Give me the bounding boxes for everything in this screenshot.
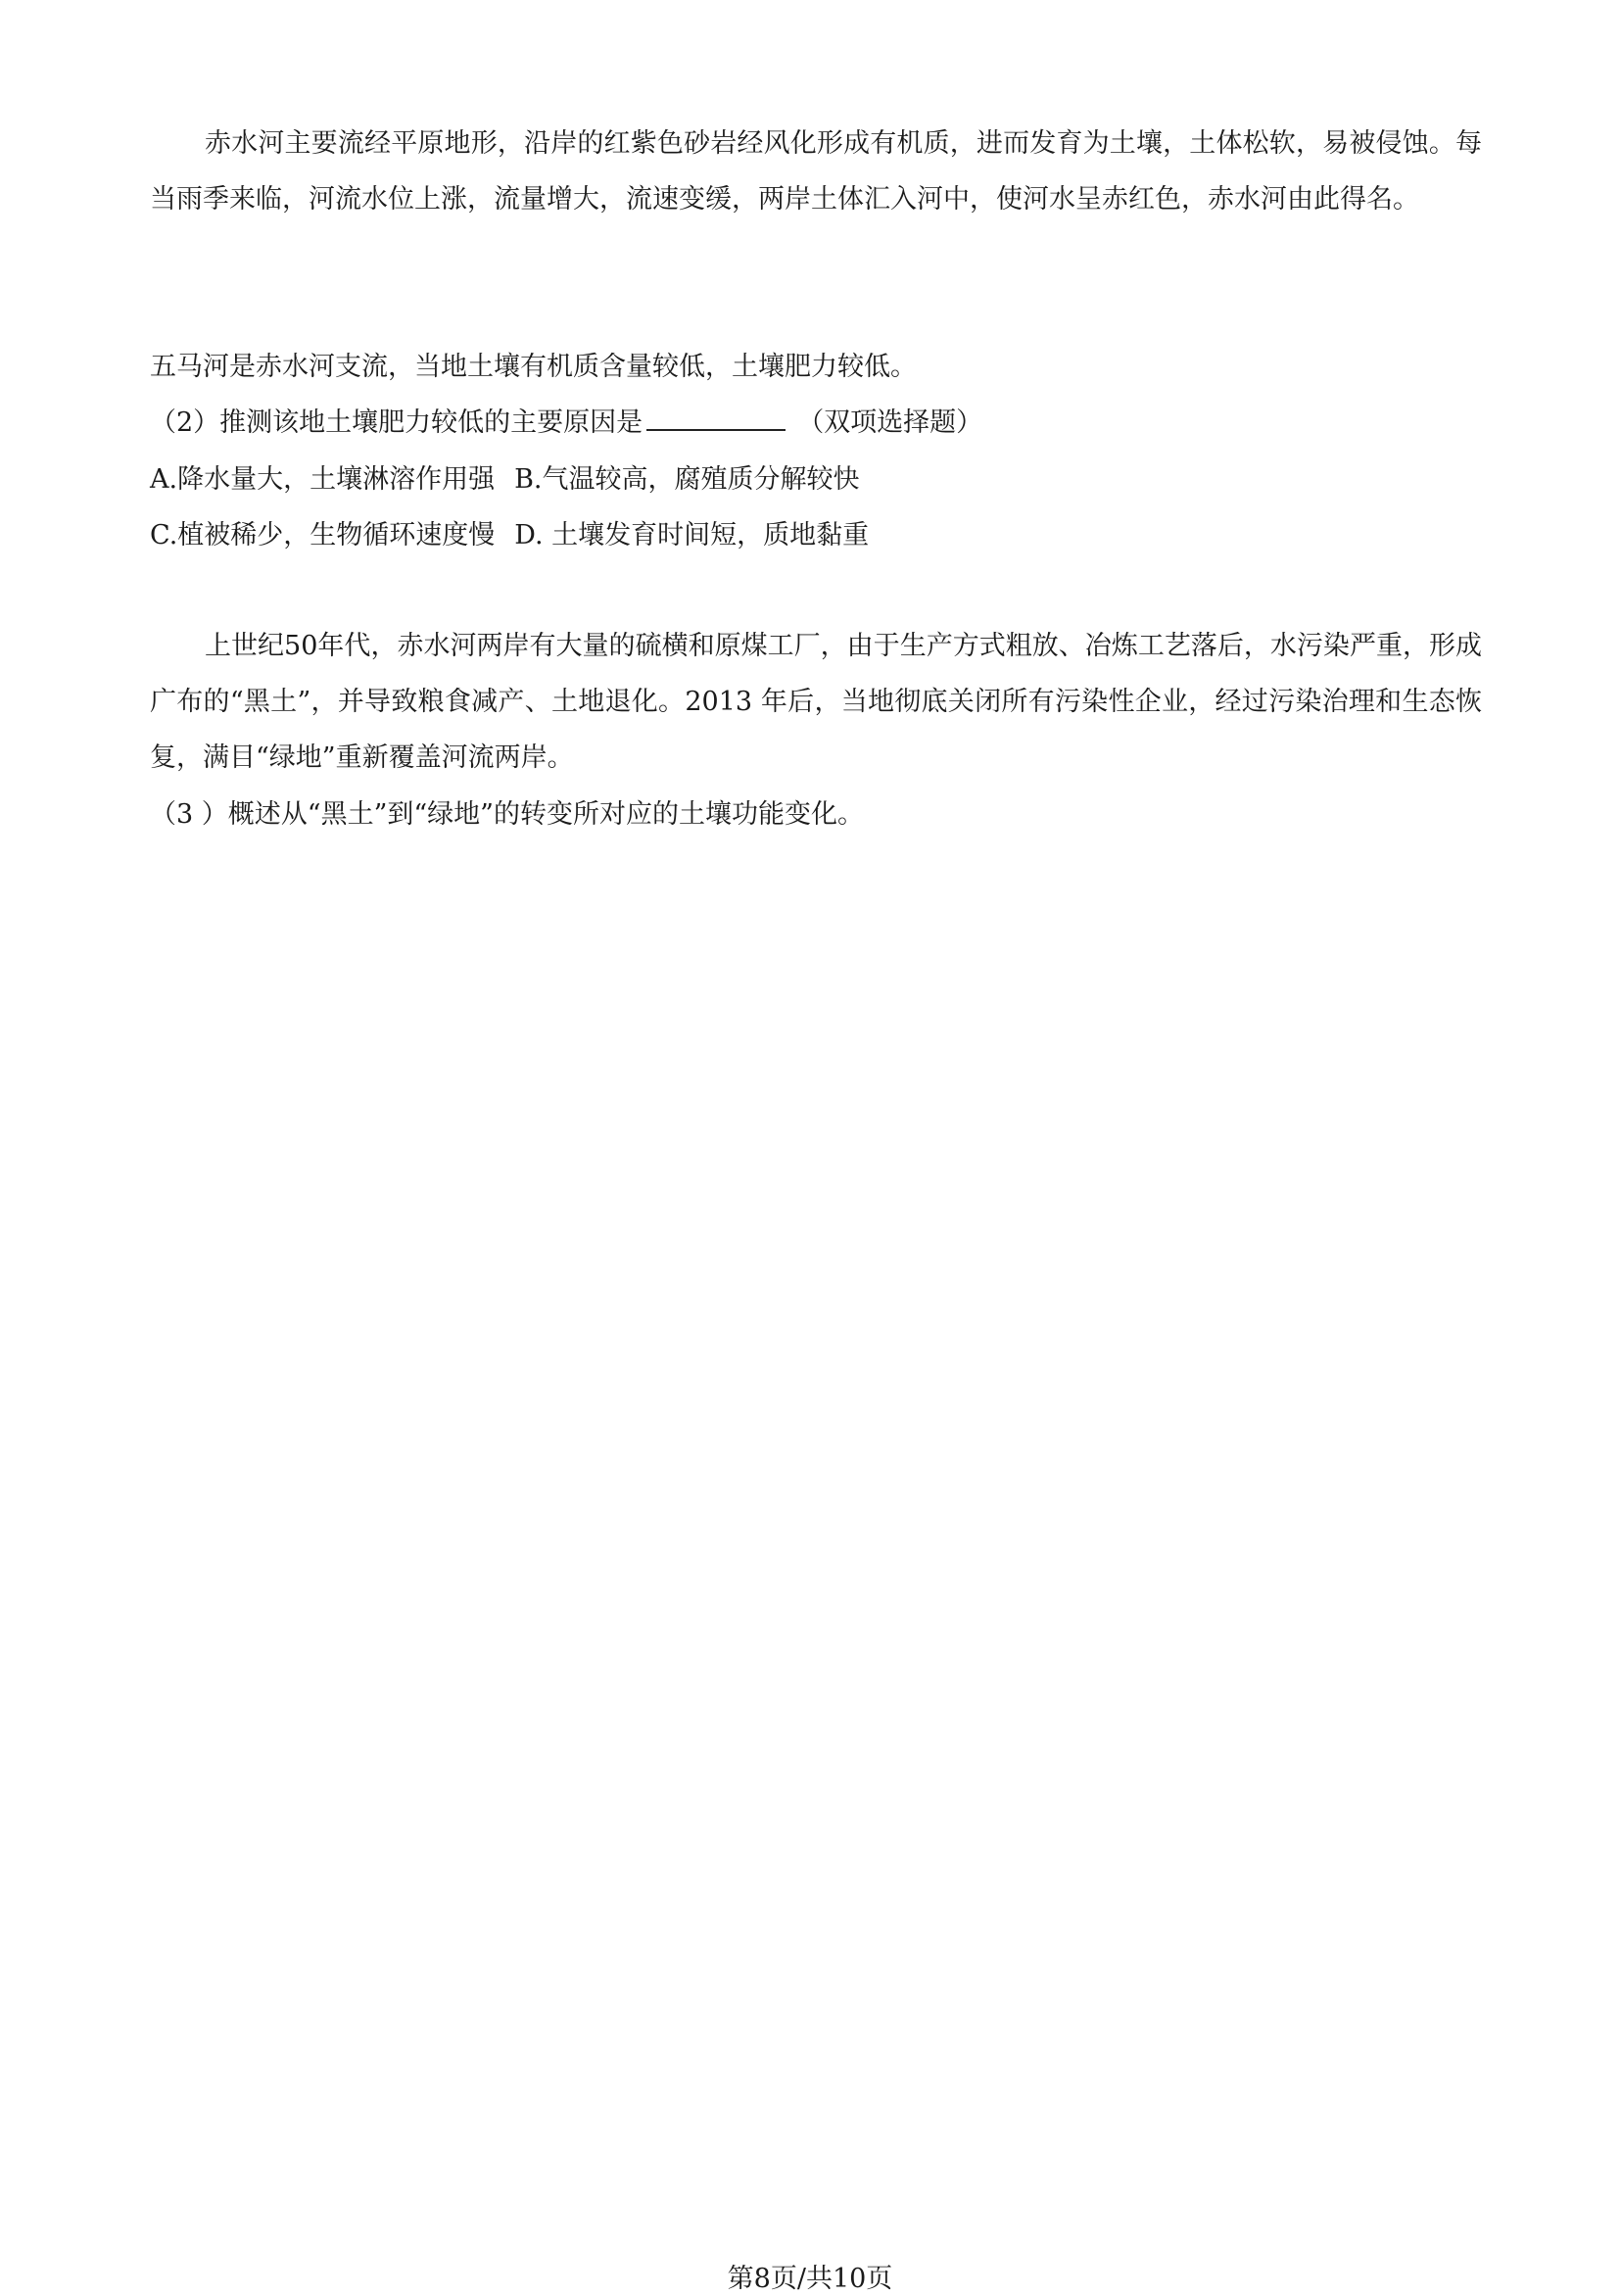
option-c: C.植被稀少，生物循环速度慢: [150, 520, 496, 550]
question-2-options-row-2: [150, 507, 1482, 563]
question-2: [150, 395, 1482, 451]
passage-black-soil: 上世纪50年代，赤水河两岸有大量的硫横和原煤工厂，由于生产方式粗放、冶炼工艺落后，水污染严重，形成广布的“黑土”，并导致粮食减产、土地退化。2013 年后，当地彻底关闭所有污染性企业，经过污染治理和生态恢复，满目“绿地”重新覆盖河流两岸。: [150, 631, 1482, 773]
passage-wuma-river: 五马河是赤水河支流，当地土壤有机质含量较低，土壤肥力较低。: [150, 352, 917, 382]
option-d: D. 土壤发育时间短，质地黏重: [514, 520, 870, 550]
question-2-options-row-1: [150, 452, 1482, 507]
question-2-stem: （2）推测该地土壤肥力较低的主要原因是: [150, 407, 643, 438]
question-3: （3 ）概述从“黑土”到“绿地”的转变所对应的土壤功能变化。: [150, 799, 864, 830]
page-number: 第8页/共10页: [727, 2264, 893, 2294]
question-2-note: （双项选择题）: [797, 407, 983, 438]
option-b: B.气温较高，腐殖质分解较快: [514, 464, 860, 495]
passage-chishui-river: 赤水河主要流经平原地形，沿岸的红紫色砂岩经风化形成有机质，进而发育为土壤，土体松软，易被侵蚀。每当雨季来临，河流水位上涨，流量增大，流速变缓，两岸土体汇入河中，使河水呈赤红色，赤水河由此得名。: [150, 128, 1482, 215]
option-a: A.降水量大，土壤淋溶作用强: [150, 464, 496, 495]
answer-blank: [646, 404, 786, 431]
